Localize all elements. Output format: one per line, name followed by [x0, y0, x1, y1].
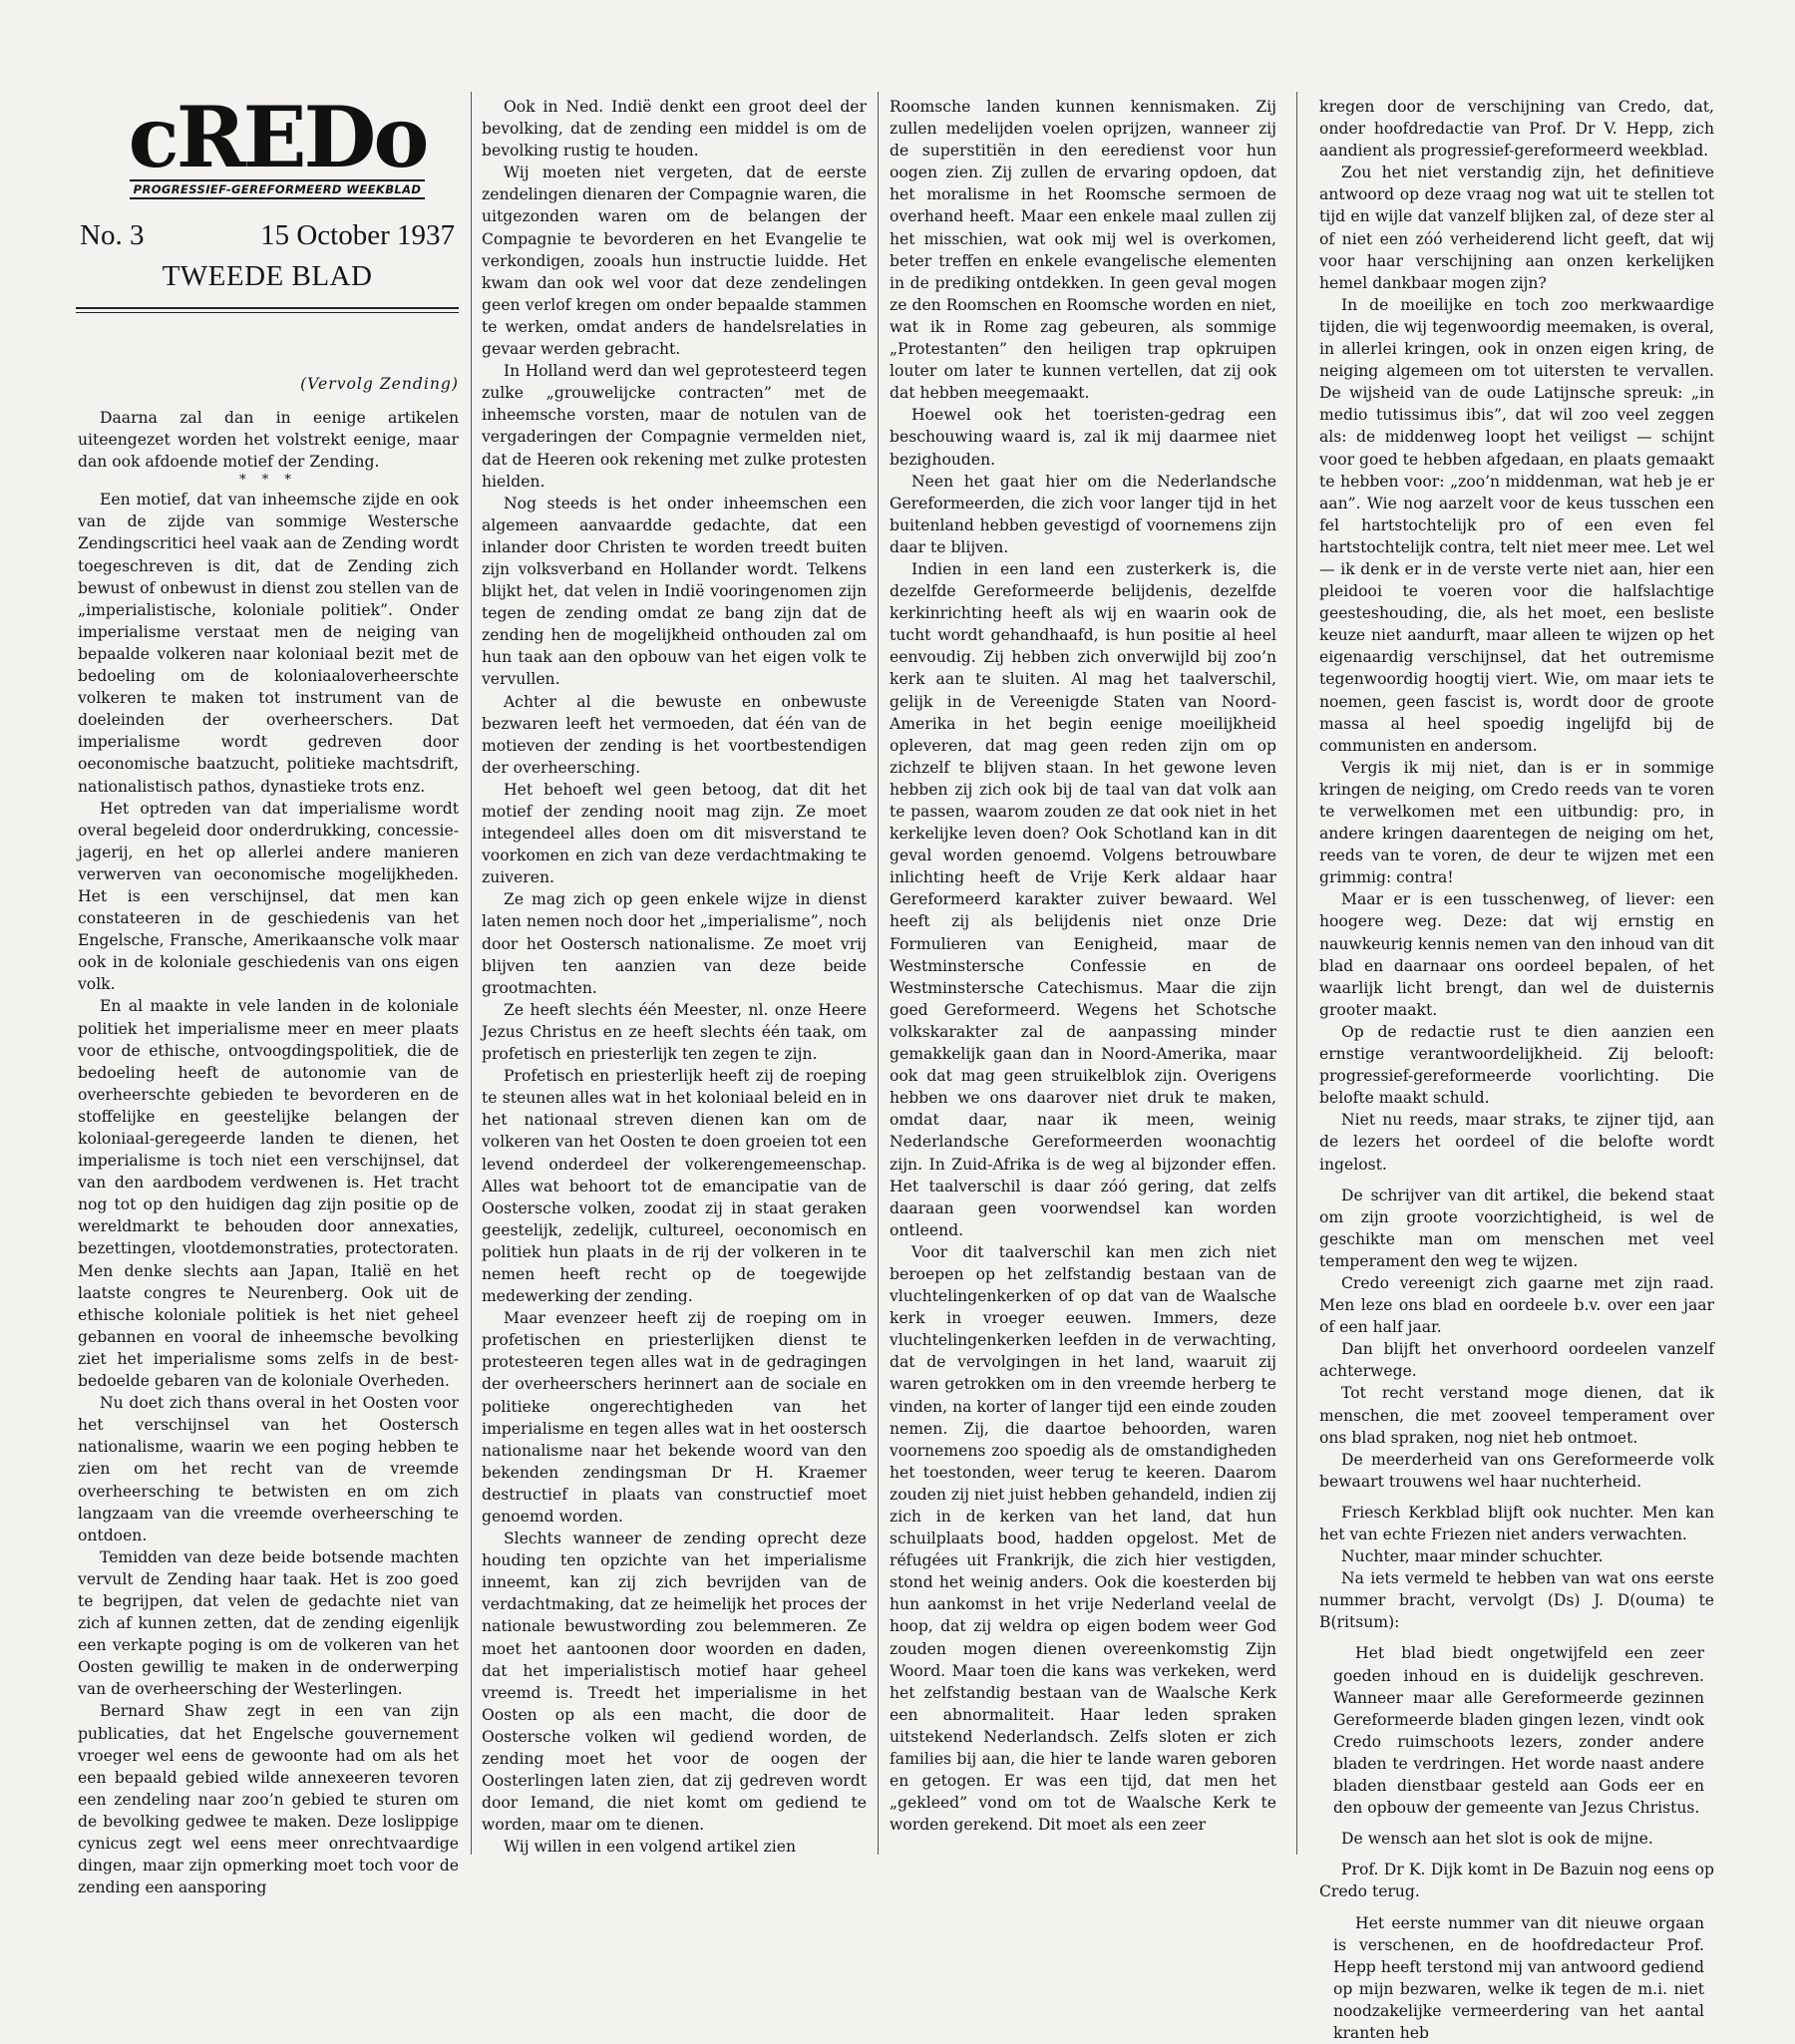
quoted-paragraph: Het eerste nummer van dit nieuwe orgaan is verschenen, en de hoofdredacteur Prof. Hepp heeft terstond mij van antwoord gediend op mijn bezwaren, welke ik tegen de m.i. niet noodzakelijke vermeerdering van het aantal kranten heb — [1333, 1912, 1704, 2044]
credo-logo: cREDo — [96, 98, 459, 177]
paragraph: Vergis ik mij niet, dan is er in sommige kringen de neiging, om Credo reeds van te voren te verwelkomen met een uitbundig: pro, in andere kringen daarentegen de neiging om het, reeds van te voren, de deur te wijzen met een grimmig: contra! — [1319, 757, 1714, 889]
paragraph: Maar er is een tusschenweg, of liever: een hoogere weg. Deze: dat wij ernstig en nauwkeurig kennis nemen van den inhoud van dit blad en daarnaar ons oordeel bepalen, of het waarlijk licht brengt, dan wel de duisternis grooter maakt. — [1319, 888, 1714, 1021]
paragraph: Dan blijft het onverhoord oordeelen vanzelf achterwege. — [1319, 1338, 1714, 1382]
paragraph: Profetisch en priesterlijk heeft zij de roeping te steunen alles wat in het koloniaal beleid en in het nationaal streven dienen kan om de volkeren van het Oosten te doen groeien tot een levend onderdeel der volkerengemeenschap. Alles wat behoort tot de emancipatie van de Oostersche volken, zoodat zij in staat geraken geestelijk, zedelijk, cultureel, oeconomisch en politiek hun plaats in de rij der volkeren in te nemen heeft recht op de toegewijde medewerking der zending. — [482, 1065, 867, 1307]
paragraph: Neen het gaat hier om die Nederlandsche Gereformeerden, die zich voor langer tijd in het buitenland hebben gevestigd of voornemens zijn daar te blijven. — [890, 471, 1276, 558]
issue-date: 15 October 1937 — [260, 219, 455, 252]
paragraph: Indien in een land een zusterkerk is, die dezelfde Gereformeerde belijdenis, dezelfde kerkinrichting heeft als wij en waarin ook de tucht wordt gehandhaafd, is hun positie al heel eenvoudig. Zij hebben zich onverwijld bij zoo’n kerk aan te sluiten. Al mag het taalverschil, gelijk in de Vereenigde Staten van Noord-Amerika in het begin eenige moeilijkheid opleveren, dat mag geen reden zijn om op zichzelf te blijven staan. In het gewone leven hebben zij zich ook bij de taal van dat volk aan te passen, waarom zouden ze dat ook niet in het kerkelijke leven doen? Ook Schotland kan in dit geval worden genoemd. Volgens betrouwbare inlichting heeft de Vrije Kerk aldaar haar Gereformeerd karakter zuiver bewaard. Wel heeft zij als belijdenis niet onze Drie Formulieren van Eenigheid, maar de Westminstersche Confessie en de Westminstersche Catechismus. Maar die zijn goed Gereformeerd. Wegens het Schotsche volkskarakter zal de aanpassing minder gemakkelijk gaan dan in Noord-Amerika, maar ook dat mag geen struikelblok zijn. Overigens hebben we ons daarover niet druk te maken, omdat daar, naar ik meen, weinig Nederlandsche Gereformeerden woonachtig zijn. In Zuid-Afrika is de weg al bijzonder effen. Het taalverschil is daar zóó gering, dat zelfs daaraan geen voorwendsel kan worden ontleend. — [890, 558, 1276, 1241]
section-stars: * * * — [78, 473, 459, 489]
paragraph: Ze heeft slechts één Meester, nl. onze Heere Jezus Christus en ze heeft slechts één taak, om profetisch en priesterlijk ten zegen te zijn. — [482, 999, 867, 1065]
paragraph: Prof. Dr K. Dijk komt in De Bazuin nog eens op Credo terug. — [1319, 1859, 1714, 1902]
paragraph: Op de redactie rust te dien aanzien een ernstige verantwoordelijkheid. Zij belooft: progressief-gereformeerde voorlichting. Die belofte maakt schuld. — [1319, 1021, 1714, 1109]
column-rule — [471, 92, 472, 1855]
column-2 — [482, 96, 867, 1855]
masthead-rule — [76, 307, 459, 313]
quoted-paragraph: Het blad biedt ongetwijfeld een zeer goeden inhoud en is duidelijk geschreven. Wanneer maar alle Gereformeerde gezinnen Gereformeerde bladen gingen lezen, vindt ook Credo ruimschoots lezers, zonder andere bladen te verdringen. Het worde naast andere bladen dienstbaar gesteld aan Gods eer en den opbouw der gemeente van Jezus Christus. — [1333, 1642, 1704, 1819]
paragraph: Bernard Shaw zegt in een van zijn publicaties, dat het Engelsche gouvernement vroeger wel eens de gewoonte had om als het een bepaald gebied wilde annexeeren tevoren een zendeling naar zoo’n gebied te sturen om de bevolking gedwee te maken. Deze loslippige cynicus zegt wel eens meer onrechtvaardige dingen, maar zijn opmerking moet toch voor de zending een aansporing — [78, 1700, 459, 1898]
column-1 — [78, 407, 459, 1855]
paragraph: Zou het niet verstandig zijn, het definitieve antwoord op deze vraag nog wat uit te stellen tot tijd en wijle dat vanzelf blijken zal, of deze ster al of niet een zóó verheiderend licht geeft, dat wij voor haar verschijning aan onzen kerkelijken hemel dankbaar mogen zijn? — [1319, 162, 1714, 294]
paragraph: Credo vereenigt zich gaarne met zijn raad. Men leze ons blad en oordeele b.v. over een jaar of een half jaar. — [1319, 1272, 1714, 1338]
paragraph: Maar evenzeer heeft zij de roeping om in profetischen en priesterlijken dienst te protesteeren tegen alles wat in de gedragingen der overheerschers herinnert aan de sociale en politieke ongerechtigheden van het imperialisme en tegen alles wat in het oostersch nationalisme naar het bekende woord van den bekenden zendingsman Dr H. Kraemer destructief in plaats van constructief moet genoemd worden. — [482, 1307, 867, 1528]
paragraph: Hoewel ook het toeristen-gedrag een beschouwing waard is, zal ik mij daarmee niet bezighouden. — [890, 404, 1276, 470]
paragraph: In de moeilijke en toch zoo merkwaardige tijden, die wij tegenwoordig meemaken, is overal, in allerlei kringen, ook in onzen eigen kring, de neiging algemeen om tot uitersten te vervallen. De wijsheid van de oude Latijnsche spreuk: „in medio tutissimus ibis”, dat wil zoo veel zeggen als: de middenweg loopt het veiligst — schijnt voor goed te hebben afgedaan, en plaats gemaakt te hebben voor: „zoo’n middenman, wat heb je er aan”. Wie nog aarzelt voor de keus tusschen een fel hartstochtelijk pro of een even fel hartstochtelijk contra, telt niet meer mee. Let wel — ik denk er in de verste verte niet aan, hier een pleidooi te voeren voor die halfslachtige geesteshouding, die, als het moet, een besliste keuze niet aandurft, maar alleen te wijzen op het eigenaardig verschijnsel, dat het outremisme tegenwoordig hoogtij viert. Wie, om maar iets te noemen, geen fascist is, wordt door de groote massa al heel spoedig ingelijfd bij de communisten en andersom. — [1319, 294, 1714, 757]
paragraph: Achter al die bewuste en onbewuste bezwaren leeft het vermoeden, dat één van de motieven der zending is het voortbestendigen der overheersching. — [482, 691, 867, 779]
paragraph: Ze mag zich op geen enkele wijze in dienst laten nemen noch door het „imperialisme”, noch door het Oostersch nationalisme. Ze moet vrij blijven ten aanzien van deze beide grootmachten. — [482, 888, 867, 998]
column-rule — [878, 92, 879, 1855]
column-4 — [1319, 96, 1714, 1855]
paragraph: De meerderheid van ons Gereformeerde volk bewaart trouwens wel haar nuchterheid. — [1319, 1449, 1714, 1493]
paragraph: Ook in Ned. Indië denkt een groot deel der bevolking, dat de zending een middel is om de bevolking rustig te houden. — [482, 96, 867, 162]
paragraph: Tot recht verstand moge dienen, dat ik menschen, die met zooveel temperament over ons blad spraken, nog niet heb ontmoet. — [1319, 1382, 1714, 1448]
paragraph: Temidden van deze beide botsende machten vervult de Zending haar taak. Het is zoo goed te begrijpen, dat velen de gedachte niet van zich af kunnen zetten, dat de zending eigenlijk een verkapte poging is om de volkeren van het Oosten gewillig te maken in de onderwerping van de overheersching der Westerlingen. — [78, 1546, 459, 1701]
paragraph: Voor dit taalverschil kan men zich niet beroepen op het zelfstandig bestaan van de vluchtelingenkerken of op dat van de Waalsche kerk in vroeger eeuwen. Immers, deze vluchtelingenkerken leefden in de verwachting, dat de vervolgingen in het land, waaruit zij waren getrokken om in den vreemde herberg te vinden, na korter of langer tijd een einde zouden nemen. Zij, die daartoe behoorden, waren voornemens zoo spoedig als de omstandigheden het toestonden, weer terug te keeren. Daarom zouden zij niet juist hebben gehandeld, indien zij zich in de kerken van het land, dat hun schuilplaats bood, hadden opgelost. Met de réfugées uit Frankrijk, die zich hier vestigden, stond het weinig anders. Ook die koesterden bij hun aankomst in het vrije Nederland veelal de hoop, dat zij weldra op eigen bodem weer God zouden mogen dienen overeenkomstig Zijn Woord. Maar toen die kans was verkeken, werd het zelfstandig bestaan van de Waalsche Kerk een abnormaliteit. Haar leden spraken uitstekend Nederlandsch. Zelfs sloten er zich families bij aan, die hier te lande waren geboren en getogen. Er was een tijd, dat men het „gekleed” vond om tot de Waalsche Kerk te worden gerekend. Dit moet als een zeer — [890, 1241, 1276, 1837]
paragraph: Nu doet zich thans overal in het Oosten voor het verschijnsel van het Oostersch nationalisme, waarin we een poging hebben te zien om het recht van de vreemde overheersching te betwisten en om zich langzaam van die vreemde overheersching te ontdoen. — [78, 1392, 459, 1546]
issue-line — [76, 219, 459, 252]
paragraph: kregen door de verschijning van Credo, dat, onder hoofdredactie van Prof. Dr V. Hepp, zich aandient als progressief-gereformeerd weekblad. — [1319, 96, 1714, 162]
paragraph: Slechts wanneer de zending oprecht deze houding ten opzichte van het imperialisme inneemt, kan zij zich bevrijden van de verdachtmaking, dat ze heimelijk het proces der nationale bewustwording zou belemmeren. Ze moet het aantoonen door woorden en daden, dat het imperialistisch motief haar geheel vreemd is. Treedt het imperialisme in het Oosten op als een macht, die door de Oostersche volken wil gediend worden, de zending moet het voor de oogen der Oosterlingen laten zien, dat zij gedreven wordt door Iemand, die niet komt om gediend te worden, maar om te dienen. — [482, 1528, 867, 1836]
paragraph: Na iets vermeld te hebben van wat ons eerste nummer bracht, vervolgt (Ds) J. D(ouma) te B(ritsum): — [1319, 1567, 1714, 1633]
paragraph: In Holland werd dan wel geprotesteerd tegen zulke „grouwelijcke contracten” met de inheemsche vorsten, maar de notulen van de vergaderingen der Compagnie vermelden niet, dat de Heeren ook rekening met zulke protesten hielden. — [482, 360, 867, 493]
paragraph: Nuchter, maar minder schuchter. — [1319, 1545, 1714, 1567]
sheet-title: TWEEDE BLAD — [76, 260, 459, 293]
paragraph: Het optreden van dat imperialisme wordt overal begeleid door onderdrukking, concessie-jagerij, en het op allerlei andere manieren verwerven van oeconomische mogelijkheden. Het is een verschijnsel, dat men kan constateeren in de geschiedenis van het Engelsche, Fransche, Amerikaansche volk maar ook in de koloniale geschiedenis van ons eigen volk. — [78, 798, 459, 996]
paragraph: Daarna zal dan in eenige artikelen uiteengezet worden het volstrekt eenige, maar dan ook afdoende motief der Zending. — [78, 407, 459, 473]
paragraph: De wensch aan het slot is ook de mijne. — [1319, 1828, 1714, 1850]
column-3 — [890, 96, 1276, 1855]
masthead-tagline: PROGRESSIEF-GEREFORMEERD WEEKBLAD — [130, 179, 426, 199]
paragraph: Wij willen in een volgend artikel zien — [482, 1836, 867, 1858]
paragraph: Het behoeft wel geen betoog, dat dit het motief der zending nooit mag zijn. Ze moet integendeel alles doen om dit misverstand te voorkomen en zich van deze verdachtmaking te zuiveren. — [482, 779, 867, 888]
paragraph: Een motief, dat van inheemsche zijde en ook van de zijde van sommige Westersche Zendingscritici heel vaak aan de Zending wordt toegeschreven is dit, dat de Zending zich bewust of onbewust in dienst zou stellen van de „imperialistische, koloniale politiek”. Onder imperialisme verstaat men de neiging van bepaalde volkeren naar koloniaal bezit met de bedoeling om de koloniaaloverheerschte volkeren te maken tot instrument van de doeleinden der overheerschers. Dat imperialisme wordt gedreven door oeconomische baatzucht, politieke machtsdrift, nationalistisch pathos, dynastieke trots enz. — [78, 489, 459, 797]
paragraph: De schrijver van dit artikel, die bekend staat om zijn groote voorzichtigheid, is wel de geschikte man om menschen met veel temperament den weg te wijzen. — [1319, 1185, 1714, 1272]
paragraph: Roomsche landen kunnen kennismaken. Zij zullen medelijden voelen oprijzen, wanneer zij de superstitiën in den eeredienst voor hun oogen zien. Zij zullen de ervaring opdoen, dat het moralisme in het Roomsche sermoen de overhand heeft. Maar een enkele maal zullen zij het misschien, wat ook mij wel is overkomen, beter treffen en enkele evangelische elementen in de prediking ontdekken. In geen geval mogen ze den Roomschen en Roomsche worden en niet, wat ik in Rome zag gebeuren, als sommige „Protestanten” den heiligen trap opkruipen louter om later te kunnen vertellen, dat zij ook dat hebben meegemaakt. — [890, 96, 1276, 404]
paragraph: Nog steeds is het onder inheemschen een algemeen aanvaardde gedachte, dat een inlander door Christen te worden treedt buiten zijn volksverband en Hollander wordt. Telkens blijkt het, dat velen in Indië vooringenomen zijn tegen de zending omdat ze bang zijn dat de zending hen de mogelijkheid onthouden zal om hun taak aan den opbouw van het eigen volk te vervullen. — [482, 493, 867, 691]
continuation-label: (Vervolg Zending) — [78, 375, 459, 393]
paragraph: Niet nu reeds, maar straks, te zijner tijd, aan de lezers het oordeel of die belofte wordt ingelost. — [1319, 1109, 1714, 1175]
masthead — [76, 98, 459, 313]
issue-number: No. 3 — [80, 219, 144, 252]
column-rule — [1296, 92, 1297, 1855]
paragraph: Friesch Kerkblad blijft ook nuchter. Men kan het van echte Friezen niet anders verwachten. — [1319, 1502, 1714, 1545]
paragraph: En al maakte in vele landen in de koloniale politiek het imperialisme meer en meer plaats voor de ethische, ontvoogdingspolitiek, die de bedoeling heeft de autonomie van de overheerschte gebieden te bevorderen en de stoffelijke en geestelijke belangen der koloniaal-geregeerde landen te dienen, het imperialisme is toch niet een verschijnsel, dat van den aardbodem verdwenen is. Het tracht nog tot op den huidigen dag zijn positie op de wereldmarkt te behouden door annexaties, bezettingen, vlootdemonstraties, protectoraten. Men denke slechts aan Japan, Italië en het laatste congres te Neurenberg. Ook uit de ethische koloniale politiek is het niet geheel gebannen en vooral de inheemsche bevolking ziet het imperialisme soms zelfs in de best-bedoelde gebaren van de koloniale Overheden. — [78, 995, 459, 1392]
paragraph: Wij moeten niet vergeten, dat de eerste zendelingen dienaren der Compagnie waren, die uitgezonden waren om de belangen der Compagnie te bevorderen en het Evangelie te verkondigen, zooals hun instructie luidde. Het kwam dan ook wel voor dat deze zendelingen geen verlof kregen om onder bepaalde stammen te werken, omdat anders de handelsrelaties in gevaar werden gebracht. — [482, 162, 867, 360]
